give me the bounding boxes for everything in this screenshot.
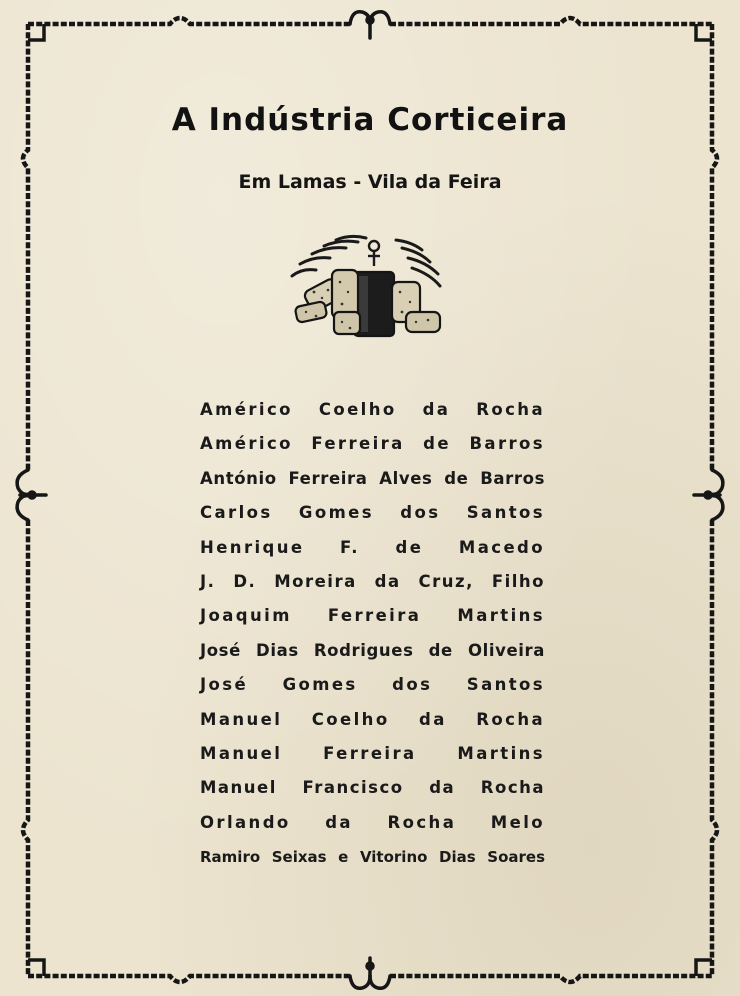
names-list [200,398,545,879]
list-item: J. D. Moreira da Cruz, Filho [200,571,545,591]
list-item: Manuel Ferreira Martins [200,743,545,763]
list-item: José Gomes dos Santos [200,675,545,695]
list-item: José Dias Rodrigues de Oliveira [200,640,545,660]
list-item: Carlos Gomes dos Santos [200,503,545,523]
list-item: Manuel Francisco da Rocha [200,778,545,798]
list-item: Orlando da Rocha Melo [200,812,545,832]
list-item: Joaquim Ferreira Martins [200,606,545,626]
page-subtitle: Em Lamas - Vila da Feira [238,171,502,193]
list-item: Manuel Coelho da Rocha [200,709,545,729]
page-title: A Indústria Corticeira [171,102,569,138]
top-ornament-icon [350,12,390,38]
right-ornament-icon [694,470,723,520]
list-item: Henrique F. de Macedo [200,537,545,557]
list-item: António Ferreira Alves de Barros [200,468,545,488]
cork-stoppers-emblem-icon [288,232,444,342]
list-item: Américo Ferreira de Barros [200,434,545,454]
left-ornament-icon [17,470,46,520]
list-item: Américo Coelho da Rocha [200,400,545,419]
bottom-ornament-icon [350,958,390,988]
list-item: Ramiro Seixas e Vitorino Dias Soares [200,848,545,867]
